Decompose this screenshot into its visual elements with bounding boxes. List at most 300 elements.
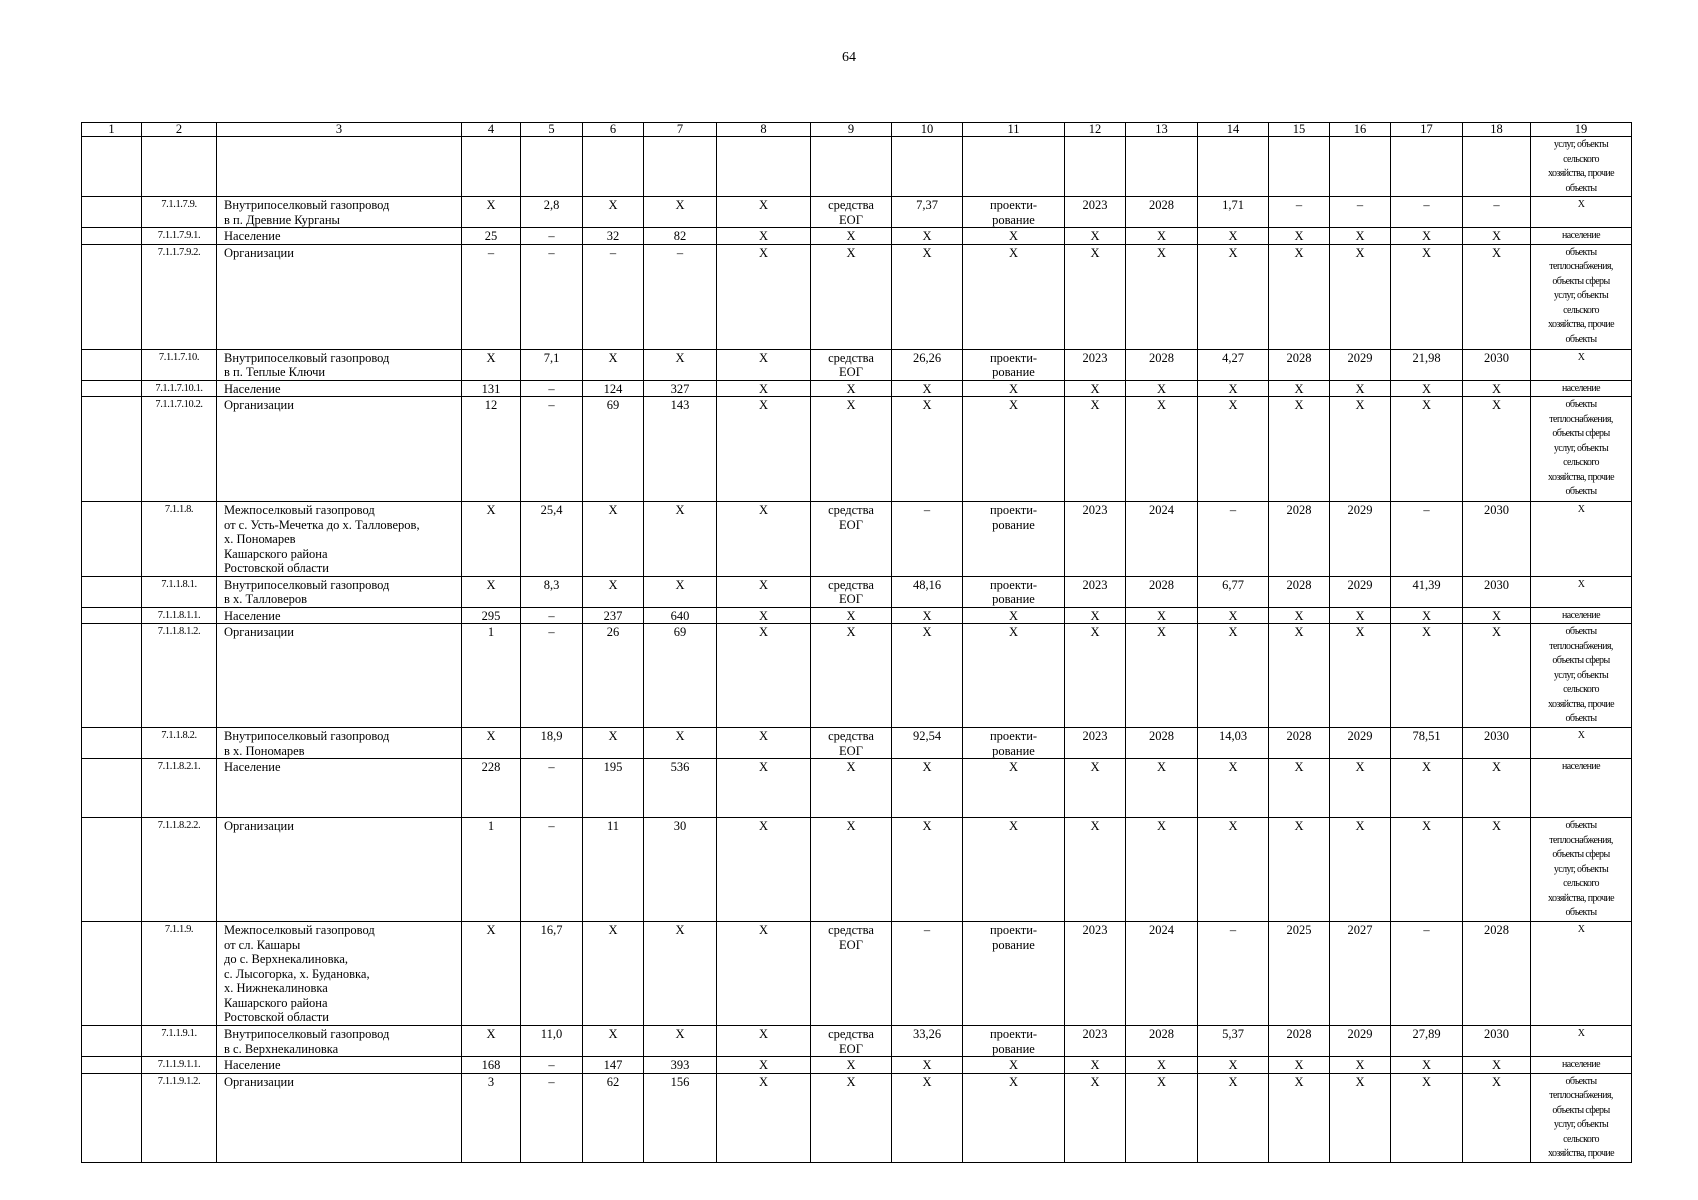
- table-cell: X: [462, 1026, 521, 1057]
- table-cell: Организации: [217, 624, 462, 728]
- table-cell: X: [811, 818, 892, 922]
- table-cell: X: [963, 1057, 1065, 1074]
- table-cell: X: [1126, 397, 1198, 502]
- table-cell: [82, 502, 142, 577]
- table-cell: 1,71: [1198, 197, 1269, 228]
- column-number-header: 9: [811, 123, 892, 137]
- table-cell: –: [1391, 197, 1463, 228]
- table-cell: –: [583, 244, 644, 349]
- table-cell: 1: [462, 818, 521, 922]
- table-cell: X: [1269, 1073, 1330, 1162]
- column-number-header: 1: [82, 123, 142, 137]
- table-cell: X: [644, 197, 717, 228]
- table-row: [82, 228, 1632, 245]
- table-cell: X: [963, 624, 1065, 728]
- table-cell: X: [462, 349, 521, 380]
- table-row: [82, 197, 1632, 228]
- column-number-header: 11: [963, 123, 1065, 137]
- table-cell: 7.1.1.8.1.1.: [142, 607, 217, 624]
- table-cell: –: [521, 397, 583, 502]
- table-cell: –: [521, 607, 583, 624]
- table-cell: 156: [644, 1073, 717, 1162]
- table-cell: 2023: [1065, 502, 1126, 577]
- table-cell: X: [462, 922, 521, 1026]
- table-cell: X: [717, 1026, 811, 1057]
- table-cell: X: [1463, 1073, 1531, 1162]
- table-cell: X: [644, 728, 717, 759]
- table-cell: X: [717, 624, 811, 728]
- table-cell: 168: [462, 1057, 521, 1074]
- table-cell: X: [811, 1073, 892, 1162]
- table-cell: X: [1330, 759, 1391, 818]
- table-cell: 2023: [1065, 1026, 1126, 1057]
- table-cell: –: [892, 922, 963, 1026]
- table-cell: [1269, 137, 1330, 197]
- column-number-header: 10: [892, 123, 963, 137]
- table-cell: [82, 728, 142, 759]
- table-cell: 26,26: [892, 349, 963, 380]
- table-cell: 27,89: [1391, 1026, 1463, 1057]
- table-cell: X: [1463, 624, 1531, 728]
- table-cell: Организации: [217, 818, 462, 922]
- table-cell: 32: [583, 228, 644, 245]
- table-cell: –: [521, 759, 583, 818]
- table-cell: 147: [583, 1057, 644, 1074]
- table-cell: 7.1.1.8.: [142, 502, 217, 577]
- table-cell: Организации: [217, 1073, 462, 1162]
- table-cell: Внутрипоселковый газопровод в с. Верхнекалиновка: [217, 1026, 462, 1057]
- table-cell: [82, 576, 142, 607]
- table-cell: 26: [583, 624, 644, 728]
- table-cell: 195: [583, 759, 644, 818]
- column-number-header: 12: [1065, 123, 1126, 137]
- table-cell: [1463, 137, 1531, 197]
- table-cell: [82, 607, 142, 624]
- table-cell: 7.1.1.7.9.2.: [142, 244, 217, 349]
- table-cell: X: [1065, 244, 1126, 349]
- table-cell: объекты теплоснабжения, объекты сферы услуг, объекты сельского хозяйства, прочие: [1531, 1073, 1632, 1162]
- table-cell: X: [1126, 818, 1198, 922]
- table-cell: X: [811, 759, 892, 818]
- table-cell: X: [1269, 624, 1330, 728]
- table-cell: X: [1391, 1057, 1463, 1074]
- table-cell: Межпоселковый газопровод от с. Усть-Мечетка до х. Талловеров, х. Пономарев Кашарского района Ростовской области: [217, 502, 462, 577]
- table-row: [82, 1026, 1632, 1057]
- table-cell: X: [1126, 228, 1198, 245]
- table-cell: [811, 137, 892, 197]
- table-cell: Внутрипоселковый газопровод в х. Пономарев: [217, 728, 462, 759]
- table-cell: X: [1391, 228, 1463, 245]
- table-cell: 2023: [1065, 349, 1126, 380]
- table-cell: 5,37: [1198, 1026, 1269, 1057]
- table-cell: –: [1463, 197, 1531, 228]
- table-cell: X: [1065, 1073, 1126, 1162]
- table-cell: Межпоселковый газопровод от сл. Кашары до с. Верхнекалиновка, с. Лысогорка, х. Будановка, х. Нижнекалиновка Кашарского района Ростовской области: [217, 922, 462, 1026]
- table-cell: [644, 137, 717, 197]
- table-cell: 2027: [1330, 922, 1391, 1026]
- table-cell: 228: [462, 759, 521, 818]
- table-cell: 2028: [1126, 197, 1198, 228]
- table-cell: [142, 137, 217, 197]
- table-cell: объекты теплоснабжения, объекты сферы услуг, объекты сельского хозяйства, прочие объекты: [1531, 397, 1632, 502]
- table-cell: 7.1.1.9.1.: [142, 1026, 217, 1057]
- table-cell: 7.1.1.8.1.: [142, 576, 217, 607]
- table-cell: [82, 818, 142, 922]
- table-cell: 2,8: [521, 197, 583, 228]
- table-cell: X: [963, 380, 1065, 397]
- table-cell: X: [1463, 397, 1531, 502]
- table-cell: X: [644, 576, 717, 607]
- table-cell: 2030: [1463, 349, 1531, 380]
- table-row: [82, 1073, 1632, 1162]
- table-cell: X: [1330, 607, 1391, 624]
- table-cell: [82, 624, 142, 728]
- table-cell: проекти- рование: [963, 922, 1065, 1026]
- table-cell: X: [462, 502, 521, 577]
- table-cell: 2028: [1269, 728, 1330, 759]
- table-cell: X: [1269, 607, 1330, 624]
- table-cell: X: [583, 728, 644, 759]
- table-cell: X: [1330, 818, 1391, 922]
- column-number-header: 14: [1198, 123, 1269, 137]
- table-cell: X: [583, 197, 644, 228]
- table-cell: объекты теплоснабжения, объекты сферы услуг, объекты сельского хозяйства, прочие объекты: [1531, 244, 1632, 349]
- table-cell: X: [892, 244, 963, 349]
- table-cell: 237: [583, 607, 644, 624]
- table-cell: [717, 137, 811, 197]
- table-cell: X: [1198, 818, 1269, 922]
- table-cell: 2029: [1330, 349, 1391, 380]
- table-cell: X: [1463, 759, 1531, 818]
- table-cell: 12: [462, 397, 521, 502]
- table-cell: [521, 137, 583, 197]
- table-row: [82, 728, 1632, 759]
- table-row: [82, 922, 1632, 1026]
- table-cell: X: [717, 349, 811, 380]
- table-cell: проекти- рование: [963, 349, 1065, 380]
- table-cell: [1330, 137, 1391, 197]
- table-cell: Население: [217, 759, 462, 818]
- table-cell: X: [1198, 228, 1269, 245]
- table-cell: [1198, 137, 1269, 197]
- table-cell: X: [1126, 759, 1198, 818]
- table-cell: –: [1198, 922, 1269, 1026]
- table-cell: население: [1531, 607, 1632, 624]
- table-cell: средства ЕОГ: [811, 576, 892, 607]
- table-cell: X: [1198, 607, 1269, 624]
- table-cell: X: [583, 922, 644, 1026]
- table-cell: 2028: [1269, 1026, 1330, 1057]
- table-cell: 7.1.1.7.10.1.: [142, 380, 217, 397]
- table-cell: объекты теплоснабжения, объекты сферы услуг, объекты сельского хозяйства, прочие объекты: [1531, 624, 1632, 728]
- table-cell: X: [811, 228, 892, 245]
- table-cell: средства ЕОГ: [811, 197, 892, 228]
- table-cell: средства ЕОГ: [811, 1026, 892, 1057]
- table-cell: 2028: [1126, 728, 1198, 759]
- table-cell: X: [892, 607, 963, 624]
- table-cell: население: [1531, 759, 1632, 818]
- table-cell: [82, 1073, 142, 1162]
- table-cell: 2028: [1126, 1026, 1198, 1057]
- table-cell: X: [1463, 228, 1531, 245]
- table-cell: [1126, 137, 1198, 197]
- table-cell: X: [1126, 1073, 1198, 1162]
- table-cell: X: [1391, 818, 1463, 922]
- table-cell: 18,9: [521, 728, 583, 759]
- table-cell: 2030: [1463, 502, 1531, 577]
- table-cell: 2024: [1126, 502, 1198, 577]
- table-cell: X: [1269, 380, 1330, 397]
- table-cell: –: [521, 1073, 583, 1162]
- table-cell: X: [1126, 244, 1198, 349]
- table-cell: 1: [462, 624, 521, 728]
- table-cell: X: [717, 576, 811, 607]
- table-cell: средства ЕОГ: [811, 502, 892, 577]
- table-cell: [462, 137, 521, 197]
- table-cell: X: [1269, 818, 1330, 922]
- table-row: [82, 607, 1632, 624]
- table-cell: X: [963, 759, 1065, 818]
- table-cell: 2029: [1330, 502, 1391, 577]
- table-cell: X: [1126, 624, 1198, 728]
- table-cell: X: [1269, 397, 1330, 502]
- table-cell: X: [717, 728, 811, 759]
- table-cell: X: [1269, 244, 1330, 349]
- table-cell: 3: [462, 1073, 521, 1162]
- table-cell: –: [1330, 197, 1391, 228]
- table-cell: 2024: [1126, 922, 1198, 1026]
- table-cell: X: [717, 228, 811, 245]
- table-cell: проекти- рование: [963, 576, 1065, 607]
- table-cell: X: [963, 818, 1065, 922]
- table-cell: X: [717, 1057, 811, 1074]
- table-cell: X: [963, 1073, 1065, 1162]
- table-cell: –: [1269, 197, 1330, 228]
- table-cell: 143: [644, 397, 717, 502]
- table-cell: X: [1065, 380, 1126, 397]
- column-number-header: 15: [1269, 123, 1330, 137]
- table-cell: средства ЕОГ: [811, 728, 892, 759]
- table-cell: X: [1330, 1073, 1391, 1162]
- table-cell: проекти- рование: [963, 197, 1065, 228]
- table-cell: X: [811, 380, 892, 397]
- table-cell: –: [1391, 502, 1463, 577]
- table-cell: Население: [217, 380, 462, 397]
- table-cell: X: [717, 1073, 811, 1162]
- table-cell: X: [462, 576, 521, 607]
- table-cell: X: [1330, 1057, 1391, 1074]
- table-cell: X: [583, 1026, 644, 1057]
- table-cell: X: [583, 576, 644, 607]
- table-row: [82, 397, 1632, 502]
- table-cell: X: [1126, 1057, 1198, 1074]
- table-cell: X: [1198, 759, 1269, 818]
- table-cell: X: [963, 228, 1065, 245]
- table-cell: X: [892, 759, 963, 818]
- table-cell: 327: [644, 380, 717, 397]
- table-cell: Организации: [217, 397, 462, 502]
- table-cell: 25: [462, 228, 521, 245]
- table-cell: –: [1198, 502, 1269, 577]
- table-cell: 4,27: [1198, 349, 1269, 380]
- table-cell: 7.1.1.8.2.1.: [142, 759, 217, 818]
- table-cell: –: [521, 624, 583, 728]
- table-cell: 21,98: [1391, 349, 1463, 380]
- column-number-header: 2: [142, 123, 217, 137]
- table-cell: X: [1269, 759, 1330, 818]
- table-cell: [892, 137, 963, 197]
- table-cell: X: [811, 607, 892, 624]
- table-cell: X: [1391, 397, 1463, 502]
- gas-pipeline-table: [81, 122, 1632, 1163]
- table-row: [82, 1057, 1632, 1074]
- table-cell: X: [1531, 922, 1632, 1026]
- table-cell: X: [811, 1057, 892, 1074]
- table-cell: X: [1531, 349, 1632, 380]
- table-cell: X: [1391, 607, 1463, 624]
- table-cell: 92,54: [892, 728, 963, 759]
- table-cell: X: [892, 380, 963, 397]
- table-cell: 7,1: [521, 349, 583, 380]
- table-cell: X: [1463, 607, 1531, 624]
- table-cell: X: [1531, 197, 1632, 228]
- table-cell: [82, 922, 142, 1026]
- table-cell: 11,0: [521, 1026, 583, 1057]
- table-cell: 2023: [1065, 922, 1126, 1026]
- table-cell: 2028: [1126, 349, 1198, 380]
- table-cell: X: [717, 818, 811, 922]
- table-cell: –: [521, 818, 583, 922]
- table-cell: Внутрипоселковый газопровод в х. Талловеров: [217, 576, 462, 607]
- table-cell: 7.1.1.9.1.2.: [142, 1073, 217, 1162]
- table-cell: 2023: [1065, 728, 1126, 759]
- table-cell: X: [1198, 397, 1269, 502]
- table-cell: 2028: [1269, 349, 1330, 380]
- table-cell: X: [1198, 380, 1269, 397]
- table-row: [82, 759, 1632, 818]
- table-cell: –: [462, 244, 521, 349]
- table-cell: X: [1463, 380, 1531, 397]
- table-cell: X: [1531, 1026, 1632, 1057]
- column-number-header: 6: [583, 123, 644, 137]
- table-cell: –: [521, 1057, 583, 1074]
- table-cell: X: [1330, 380, 1391, 397]
- table-cell: –: [521, 228, 583, 245]
- table-cell: X: [1391, 759, 1463, 818]
- table-cell: 7.1.1.8.2.2.: [142, 818, 217, 922]
- table-cell: 14,03: [1198, 728, 1269, 759]
- table-cell: X: [1531, 728, 1632, 759]
- column-number-header: 18: [1463, 123, 1531, 137]
- table-cell: 2029: [1330, 576, 1391, 607]
- table-cell: X: [1126, 380, 1198, 397]
- table-cell: X: [717, 380, 811, 397]
- table-row: [82, 502, 1632, 577]
- table-cell: [82, 759, 142, 818]
- header-row: [82, 123, 1632, 137]
- table-cell: 7.1.1.8.2.: [142, 728, 217, 759]
- table-cell: X: [892, 1057, 963, 1074]
- table-row: [82, 380, 1632, 397]
- table-cell: 6,77: [1198, 576, 1269, 607]
- table-cell: X: [1391, 624, 1463, 728]
- table-row: [82, 137, 1632, 197]
- table-cell: [82, 397, 142, 502]
- table-cell: 25,4: [521, 502, 583, 577]
- table-cell: 2025: [1269, 922, 1330, 1026]
- table-cell: 536: [644, 759, 717, 818]
- table-cell: [82, 197, 142, 228]
- table-cell: X: [892, 624, 963, 728]
- column-number-header: 17: [1391, 123, 1463, 137]
- table-row: [82, 576, 1632, 607]
- table-cell: X: [1463, 1057, 1531, 1074]
- table-cell: X: [1065, 228, 1126, 245]
- table-cell: 2028: [1126, 576, 1198, 607]
- table-cell: [963, 137, 1065, 197]
- table-cell: –: [521, 244, 583, 349]
- table-cell: X: [892, 1073, 963, 1162]
- table-cell: X: [811, 624, 892, 728]
- table-cell: X: [963, 607, 1065, 624]
- column-number-header: 3: [217, 123, 462, 137]
- table-cell: 7.1.1.9.: [142, 922, 217, 1026]
- table-cell: X: [1391, 244, 1463, 349]
- table-cell: X: [892, 818, 963, 922]
- table-cell: X: [462, 728, 521, 759]
- table-cell: X: [1531, 576, 1632, 607]
- table-cell: проекти- рование: [963, 1026, 1065, 1057]
- table-cell: 69: [644, 624, 717, 728]
- table-cell: X: [1198, 1057, 1269, 1074]
- table-cell: X: [644, 922, 717, 1026]
- table-cell: X: [717, 759, 811, 818]
- column-number-header: 16: [1330, 123, 1391, 137]
- table-cell: X: [1391, 1073, 1463, 1162]
- table-cell: Организации: [217, 244, 462, 349]
- table-cell: X: [717, 244, 811, 349]
- table-cell: X: [1330, 228, 1391, 245]
- table-cell: X: [892, 228, 963, 245]
- table-cell: средства ЕОГ: [811, 349, 892, 380]
- table-cell: 131: [462, 380, 521, 397]
- table-cell: Население: [217, 228, 462, 245]
- table-cell: X: [717, 502, 811, 577]
- table-cell: [82, 380, 142, 397]
- table-cell: [82, 349, 142, 380]
- column-number-header: 4: [462, 123, 521, 137]
- column-number-header: 8: [717, 123, 811, 137]
- table-cell: 41,39: [1391, 576, 1463, 607]
- table-cell: X: [1065, 759, 1126, 818]
- table-cell: [583, 137, 644, 197]
- table-cell: 11: [583, 818, 644, 922]
- table-cell: X: [1065, 624, 1126, 728]
- table-row: [82, 624, 1632, 728]
- table-cell: X: [583, 502, 644, 577]
- table-cell: объекты теплоснабжения, объекты сферы услуг, объекты сельского хозяйства, прочие объекты: [1531, 818, 1632, 922]
- table-cell: X: [644, 1026, 717, 1057]
- table-cell: 2029: [1330, 728, 1391, 759]
- table-cell: 69: [583, 397, 644, 502]
- table-cell: Внутрипоселковый газопровод в п. Древние Курганы: [217, 197, 462, 228]
- table-cell: 2029: [1330, 1026, 1391, 1057]
- table-cell: X: [963, 397, 1065, 502]
- table-cell: X: [644, 349, 717, 380]
- table-cell: 2023: [1065, 197, 1126, 228]
- table-cell: 16,7: [521, 922, 583, 1026]
- column-number-header: 7: [644, 123, 717, 137]
